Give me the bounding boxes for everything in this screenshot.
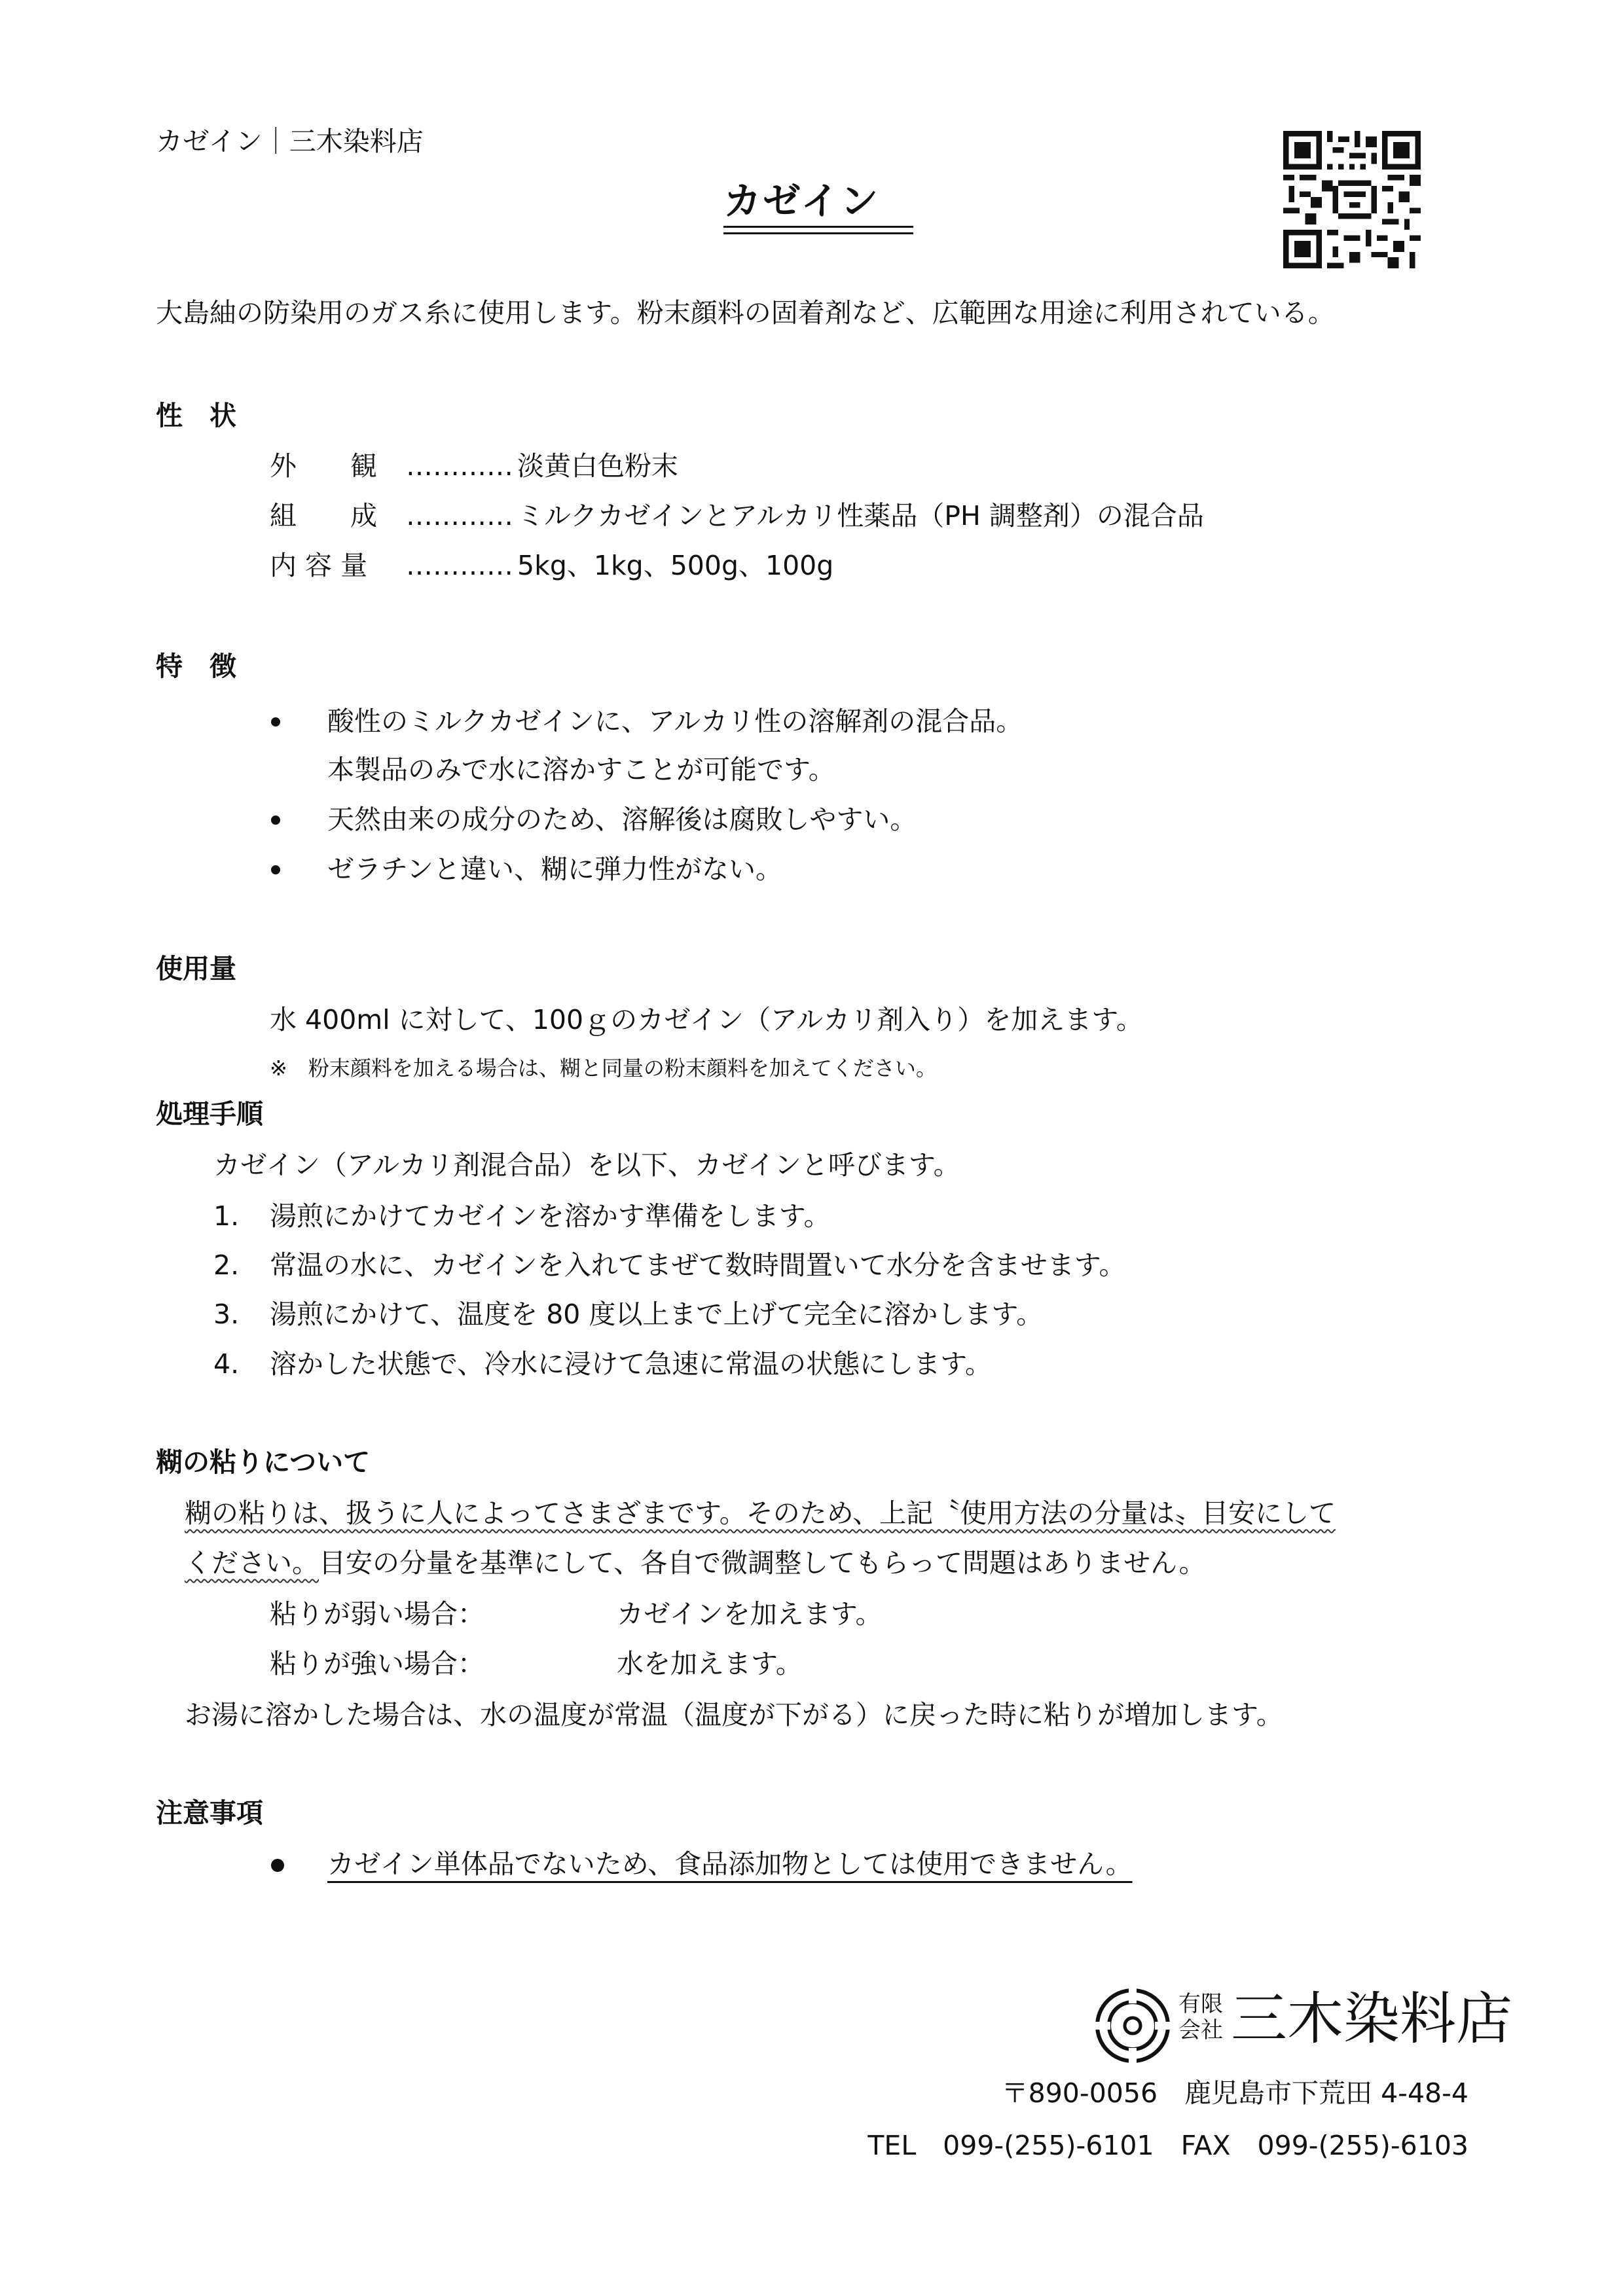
company-type	[1178, 1991, 1223, 2043]
feature-item: 酸性のミルクカゼインに、アルカリ性の溶解剤の混合品。	[327, 706, 1023, 737]
bullet-icon	[271, 816, 280, 825]
step-number: 4.	[213, 1348, 240, 1380]
procedure-intro: カゼイン（アルカリ剤混合品）を以下、カゼインと呼びます。	[213, 1149, 960, 1181]
usage-note: ※ 粉末顔料を加える場合は、糊と同量の粉末顔料を加えてください。	[270, 1056, 937, 1081]
bullet-icon	[271, 865, 280, 874]
company-contact: TEL 099-(255)-6101 FAX 099-(255)-6103	[867, 2130, 1468, 2161]
feature-item-continuation: 本製品のみで水に溶かすことが可能です。	[327, 754, 835, 785]
property-label-composition: 組 成	[270, 500, 377, 531]
step-text: 常温の水に、カゼインを入れてまぜて数時間置いて水分を含ませます。	[270, 1249, 1126, 1281]
qr-code-icon[interactable]	[1283, 131, 1421, 268]
property-leader: …………	[406, 450, 513, 482]
property-leader: …………	[406, 500, 513, 531]
property-value-composition: ミルクカゼインとアルカリ性薬品（PH 調整剤）の混合品	[517, 500, 1204, 531]
property-label-content: 内 容 量	[270, 550, 368, 581]
step-text: 湯煎にかけて、温度を 80 度以上まで上げて完全に溶かします。	[270, 1299, 1044, 1330]
bullet-icon	[271, 717, 280, 726]
company-type-line-1: 有限	[1178, 1991, 1223, 2017]
viscosity-line-1: 糊の粘りは、扱うに人によってさまざまです。そのため、上記〝使用方法の分量は〟目安にして	[185, 1498, 1336, 1529]
company-logo-icon	[1093, 1986, 1172, 2065]
weak-value: カゼインを加えます。	[617, 1598, 883, 1630]
viscosity-line-2-rest: 目安の分量を基準にして、各自で微調整してもらって問題はありません。	[319, 1547, 1206, 1579]
intro-text: 大島紬の防染用のガス糸に使用します。粉末顔料の固着剤など、広範囲な用途に利用されている。	[156, 297, 1335, 329]
procedure-heading: 処理手順	[156, 1098, 263, 1130]
caution-item: カゼイン単体品でないため、食品添加物としては使用できません。	[327, 1848, 1133, 1880]
company-name: 三木染料店	[1231, 1986, 1512, 2052]
title-underline-bottom	[723, 232, 913, 234]
viscosity-line-2-emphasis: ください。	[185, 1547, 319, 1579]
weak-label: 粘りが弱い場合：	[270, 1598, 484, 1630]
properties-heading: 性 状	[156, 400, 236, 431]
page-title: カゼイン	[723, 179, 880, 223]
cautions-heading: 注意事項	[156, 1797, 263, 1829]
company-type-line-2: 会社	[1178, 2017, 1223, 2043]
company-address: 〒890-0056 鹿児島市下荒田 4-48-4	[1001, 2077, 1468, 2109]
viscosity-line-2	[185, 1545, 1206, 1581]
features-heading: 特 徴	[156, 651, 236, 682]
step-number: 1.	[213, 1200, 240, 1232]
step-number: 3.	[213, 1299, 240, 1330]
usage-text: 水 400ml に対して、100ｇのカゼイン（アルカリ剤入り）を加えます。	[270, 1004, 1143, 1035]
strong-value: 水を加えます。	[617, 1648, 803, 1679]
property-leader: …………	[406, 550, 513, 581]
viscosity-note: お湯に溶かした場合は、水の温度が常温（温度が下がる）に戻った時に粘りが増加します。	[185, 1699, 1283, 1731]
feature-item: ゼラチンと違い、糊に弾力性がない。	[327, 853, 782, 885]
usage-heading: 使用量	[156, 953, 236, 984]
property-label-appearance: 外 観	[270, 450, 377, 482]
running-header: カゼイン｜三木染料店	[156, 126, 424, 157]
property-value-content: 5kg、1kg、500g、100g	[517, 550, 834, 581]
strong-label: 粘りが強い場合：	[270, 1648, 484, 1679]
property-value-appearance: 淡黄白色粉末	[517, 450, 678, 482]
feature-item: 天然由来の成分のため、溶解後は腐敗しやすい。	[327, 804, 917, 835]
title-underline-top	[723, 226, 913, 228]
viscosity-heading: 糊の粘りについて	[156, 1446, 371, 1478]
bullet-icon	[271, 1859, 284, 1872]
step-number: 2.	[213, 1249, 240, 1281]
step-text: 湯煎にかけてカゼインを溶かす準備をします。	[270, 1200, 831, 1232]
step-text: 溶かした状態で、冷水に浸けて急速に常温の状態にします。	[270, 1348, 992, 1380]
